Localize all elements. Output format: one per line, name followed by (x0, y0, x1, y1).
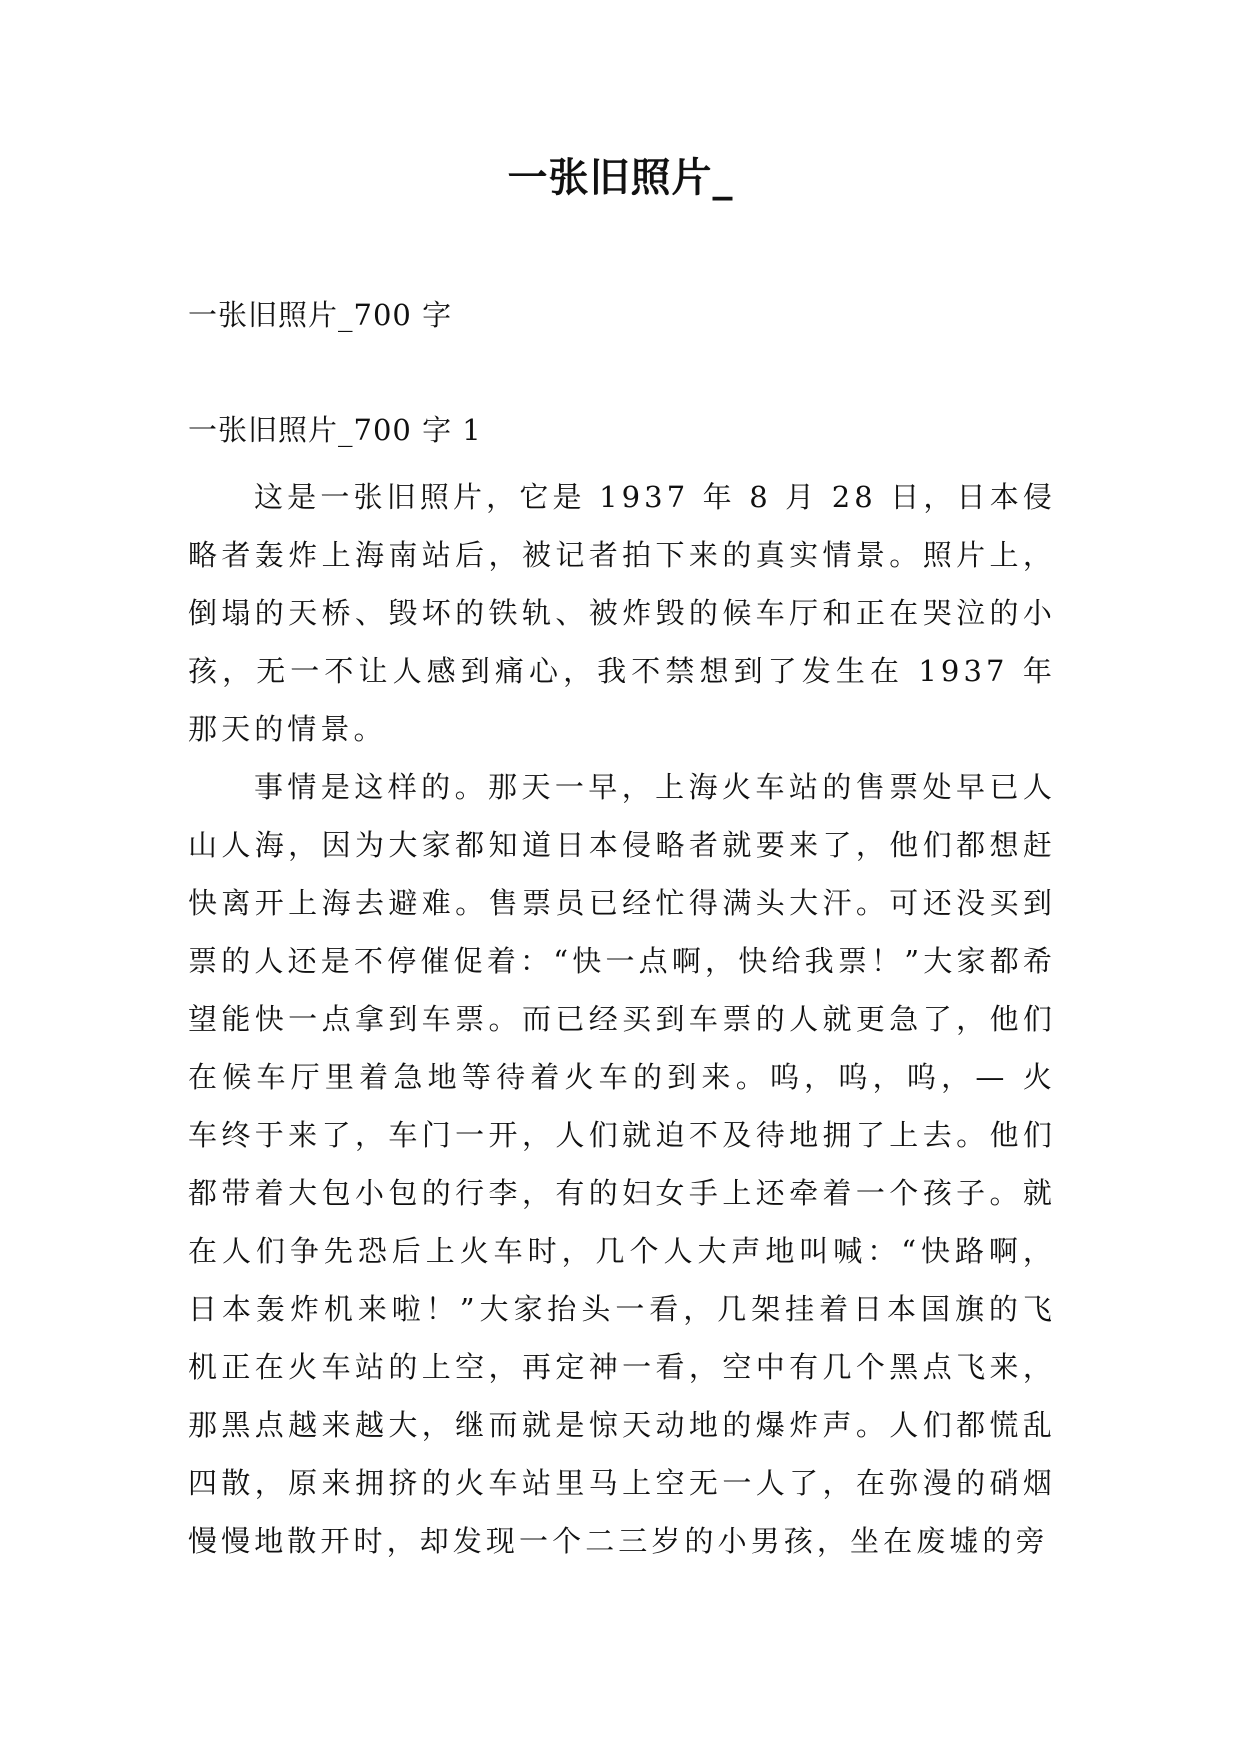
body-text (188, 468, 1056, 1570)
paragraph-1: 这是一张旧照片，它是 1937 年 8 月 28 日，日本侵略者轰炸上海南站后，被记者拍下来的真实情景。照片上，倒塌的天桥、毁坏的铁轨、被炸毁的候车厅和正在哭泣的小孩，无一不让人感到痛心，我不禁想到了发生在 1937 年那天的情景。 (188, 480, 1056, 746)
section-heading: 一张旧照片_700 字 1 (188, 413, 482, 447)
document-subtitle: 一张旧照片_700 字 (188, 298, 453, 332)
document-title: 一张旧照片_ (507, 154, 734, 201)
paragraph-2: 事情是这样的。那天一早，上海火车站的售票处早已人山人海，因为大家都知道日本侵略者就要来了，他们都想赶快离开上海去避难。售票员已经忙得满头大汗。可还没买到票的人还是不停催促着：“快一点啊，快给我票！”大家都希望能快一点拿到车票。而已经买到车票的人就更急了，他们在候车厅里着急地等待着火车的到来。呜，呜，呜，— 火车终于来了，车门一开，人们就迫不及待地拥了上去。他们都带着大包小包的行李，有的妇女手上还牵着一个孩子。就在人们争先恐后上火车时，几个人大声地叫喊：“快路啊，日本轰炸机来啦！”大家抬头一看，几架挂着日本国旗的飞机正在火车站的上空，再定神一看，空中有几个黑点飞来，那黑点越来越大，继而就是惊天动地的爆炸声。人们都慌乱四散，原来拥挤的火车站里马上空无一人了，在弥漫的硝烟慢慢地散开时，却发现一个二三岁的小男孩，坐在废墟的旁 (188, 770, 1056, 1558)
